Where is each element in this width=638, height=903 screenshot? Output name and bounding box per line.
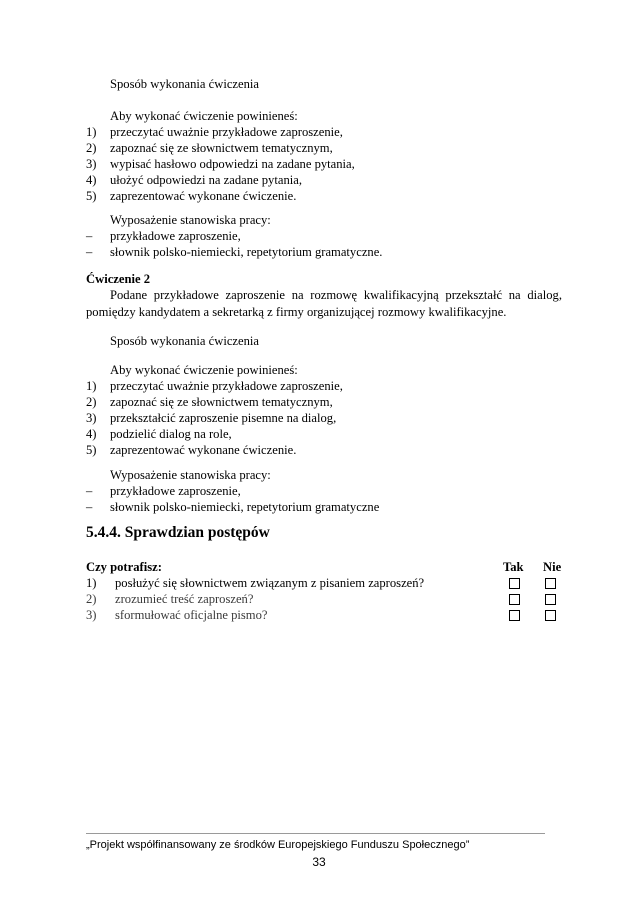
yes-column-header: Tak bbox=[503, 560, 524, 574]
no-column-header: Nie bbox=[543, 560, 562, 574]
list-dash: – bbox=[86, 500, 93, 514]
list-dash: – bbox=[86, 245, 93, 259]
step-text: podzielić dialog na role, bbox=[110, 427, 232, 441]
question-number: 3) bbox=[86, 608, 97, 622]
equipment-item: słownik polsko-niemiecki, repetytorium gramatyczne bbox=[110, 500, 380, 514]
list-dash: – bbox=[86, 229, 93, 243]
step-text: zaprezentować wykonane ćwiczenie. bbox=[110, 443, 297, 457]
step-text: ułożyć odpowiedzi na zadane pytania, bbox=[110, 173, 302, 187]
no-checkbox[interactable] bbox=[545, 578, 556, 589]
step-number: 2) bbox=[86, 395, 97, 409]
question-text: zrozumieć treść zaproszeń? bbox=[115, 592, 254, 606]
step-text: zapoznać się ze słownictwem tematycznym, bbox=[110, 141, 333, 155]
step-number: 1) bbox=[86, 125, 97, 139]
method-heading: Sposób wykonania ćwiczenia bbox=[110, 77, 259, 91]
step-text: przeczytać uważnie przykładowe zaproszenie, bbox=[110, 379, 343, 393]
section-heading: 5.4.4. Sprawdzian postępów bbox=[86, 524, 270, 541]
step-number: 5) bbox=[86, 189, 97, 203]
question-text: posłużyć się słownictwem związanym z pisaniem zaproszeń? bbox=[115, 576, 425, 590]
equipment-item: słownik polsko-niemiecki, repetytorium gramatyczne. bbox=[110, 245, 383, 259]
page-number: 33 bbox=[312, 855, 326, 869]
equipment-heading: Wyposażenie stanowiska pracy: bbox=[110, 468, 271, 482]
step-text: zapoznać się ze słownictwem tematycznym, bbox=[110, 395, 333, 409]
step-text: zaprezentować wykonane ćwiczenie. bbox=[110, 189, 297, 203]
step-number: 2) bbox=[86, 141, 97, 155]
list-dash: – bbox=[86, 484, 93, 498]
exercise-title: Ćwiczenie 2 bbox=[86, 272, 150, 286]
footer-divider bbox=[86, 833, 545, 834]
steps-intro: Aby wykonać ćwiczenie powinieneś: bbox=[110, 109, 298, 123]
equipment-item: przykładowe zaproszenie, bbox=[110, 229, 241, 243]
question-number: 2) bbox=[86, 592, 97, 606]
step-number: 1) bbox=[86, 379, 97, 393]
question-label: Czy potrafisz: bbox=[86, 560, 162, 574]
yes-checkbox[interactable] bbox=[509, 578, 520, 589]
equipment-heading: Wyposażenie stanowiska pracy: bbox=[110, 213, 271, 227]
exercise-description: Podane przykładowe zaproszenie na rozmowę kwalifikacyjną przekształć na dialog, pomiędzy kandydatem a sekretarką z firmy organizującej rozmowy kwalifikacyjne. bbox=[86, 288, 562, 319]
step-number: 4) bbox=[86, 173, 97, 187]
yes-checkbox[interactable] bbox=[509, 610, 520, 621]
footer-note: „Projekt współfinansowany ze środków Europejskiego Funduszu Społecznego” bbox=[86, 839, 470, 851]
no-checkbox[interactable] bbox=[545, 610, 556, 621]
method-heading: Sposób wykonania ćwiczenia bbox=[110, 334, 259, 348]
step-text: przeczytać uważnie przykładowe zaproszenie, bbox=[110, 125, 343, 139]
question-number: 1) bbox=[86, 576, 97, 590]
steps-intro: Aby wykonać ćwiczenie powinieneś: bbox=[110, 363, 298, 377]
step-number: 4) bbox=[86, 427, 97, 441]
yes-checkbox[interactable] bbox=[509, 594, 520, 605]
step-number: 3) bbox=[86, 157, 97, 171]
step-text: przekształcić zaproszenie pisemne na dialog, bbox=[110, 411, 337, 425]
no-checkbox[interactable] bbox=[545, 594, 556, 605]
step-number: 3) bbox=[86, 411, 97, 425]
question-text: sformułować oficjalne pismo? bbox=[115, 608, 268, 622]
step-number: 5) bbox=[86, 443, 97, 457]
step-text: wypisać hasłowo odpowiedzi na zadane pytania, bbox=[110, 157, 355, 171]
equipment-item: przykładowe zaproszenie, bbox=[110, 484, 241, 498]
